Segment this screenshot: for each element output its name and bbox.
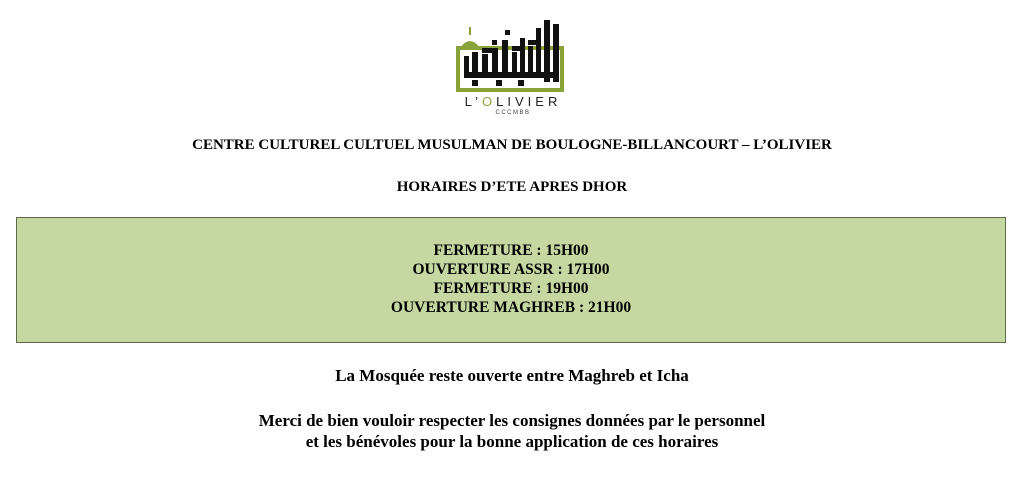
logo-subtitle: CCCMBB (495, 110, 531, 116)
logo-name-o: O (482, 94, 497, 109)
kufic-calligraphy-icon (452, 18, 574, 96)
schedule-line: OUVERTURE MAGHREB : 21H00 (390, 299, 632, 316)
mosque-open-note: La Mosquée reste ouverte entre Maghreb et Icha (335, 366, 689, 385)
thanks-line: Merci de bien vouloir respecter les consignes données par le personnel (258, 411, 766, 430)
schedule-box (16, 217, 1006, 343)
logo-name: L’OLIVIER (464, 94, 562, 109)
olivier-logo (452, 18, 574, 122)
thanks-message (0, 410, 1024, 452)
schedule-line: FERMETURE : 15H00 (433, 242, 589, 259)
page-title: CENTRE CULTUREL CULTUEL MUSULMAN DE BOULOGNE-BILLANCOURT – L’OLIVIER (192, 137, 832, 153)
schedule-line: FERMETURE : 19H00 (433, 280, 589, 297)
thanks-line: et les bénévoles pour la bonne application de ces horaires (305, 432, 719, 451)
schedule-list (17, 241, 1005, 317)
schedule-heading: HORAIRES D’ETE APRES DHOR (396, 179, 628, 195)
schedule-line: OUVERTURE ASSR : 17H00 (412, 261, 610, 278)
